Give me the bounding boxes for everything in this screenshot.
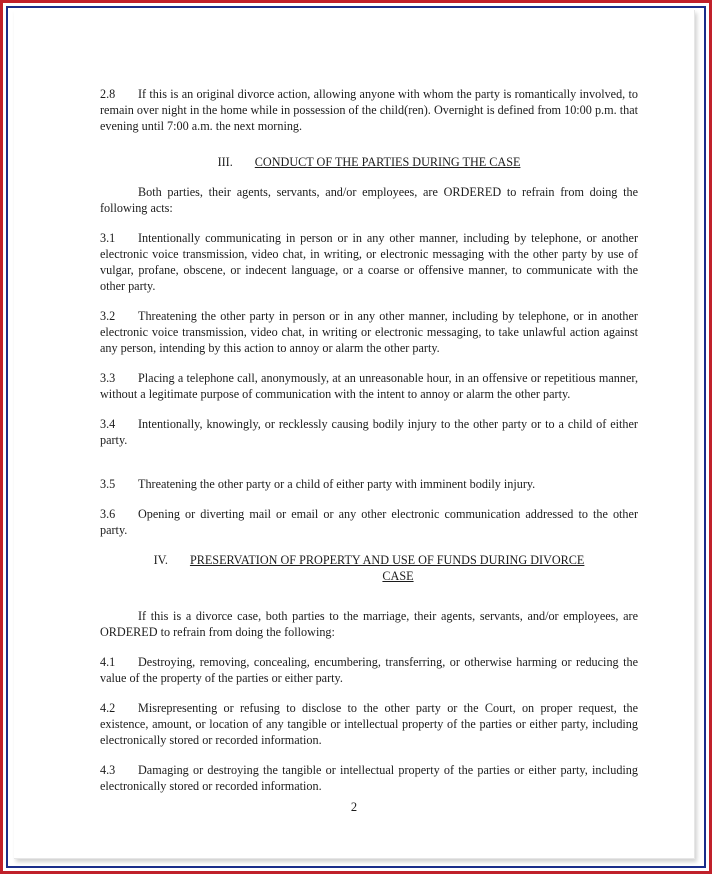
paragraph-number: 3.2 xyxy=(100,309,116,323)
section-title: CONDUCT OF THE PARTIES DURING THE CASE xyxy=(254,155,521,169)
paragraph-text: Intentionally communicating in person or in any other manner, including by telephone, or another electronic voice transmission, video chat, in writing, or electronic messaging with the other party by use of vulgar, profane, obscene, or indecent language, or a coarse or offensive manner, to communicate with the other party. xyxy=(100,231,638,293)
paragraph-2-8 xyxy=(100,86,638,134)
paragraph-text: Threatening the other party or a child of either party with imminent bodily injury. xyxy=(138,477,536,491)
paragraph-4-3 xyxy=(100,762,638,794)
paragraph-text: Opening or diverting mail or email or any other electronic communication addressed to the other party. xyxy=(100,507,638,537)
paragraph-3-3 xyxy=(100,370,638,402)
paragraph-number: 3.5 xyxy=(100,477,116,491)
section-title-line-2: CASE xyxy=(382,569,414,583)
section-heading-iii xyxy=(100,154,638,170)
paragraph-text: Destroying, removing, concealing, encumbering, transferring, or otherwise harming or reducing the value of the property of the parties or either party. xyxy=(100,655,638,685)
section-numeral: IV. xyxy=(153,553,168,567)
section-numeral: III. xyxy=(217,155,233,169)
paragraph-3-5 xyxy=(100,476,638,492)
document-body xyxy=(100,86,638,794)
paragraph-4-1 xyxy=(100,654,638,686)
section-iv-intro: If this is a divorce case, both parties to the marriage, their agents, servants, and/or employees, are ORDERED to refrain from doing the following: xyxy=(100,609,638,639)
section-iii-intro: Both parties, their agents, servants, and/or employees, are ORDERED to refrain from doing the following acts: xyxy=(100,185,638,215)
paragraph-text: If this is an original divorce action, allowing anyone with whom the party is romantically involved, to remain over night in the home while in possession of the child(ren). Overnight is defined from 10:00 p.m. that evening until 7:00 a.m. the next morning. xyxy=(100,87,638,133)
paragraph-number: 4.1 xyxy=(100,655,116,669)
paragraph-number: 2.8 xyxy=(100,87,116,101)
paragraph-3-4 xyxy=(100,416,638,448)
paragraph-text: Damaging or destroying the tangible or intellectual property of the parties or either party, including electronically stored or recorded information. xyxy=(100,763,638,793)
paragraph-number: 3.6 xyxy=(100,507,116,521)
paragraph-number: 3.1 xyxy=(100,231,116,245)
section-heading-iv xyxy=(100,552,638,584)
paragraph-number: 4.2 xyxy=(100,701,116,715)
document-page xyxy=(14,10,695,859)
paragraph-3-2 xyxy=(100,308,638,356)
paragraph-4-2 xyxy=(100,700,638,748)
paragraph-text: Placing a telephone call, anonymously, at an unreasonable hour, in an offensive or repetitious manner, without a legitimate purpose of communication with the intent to annoy or alarm the other party. xyxy=(100,371,638,401)
paragraph-number: 3.4 xyxy=(100,417,116,431)
paragraph-text: Misrepresenting or refusing to disclose to the other party or the Court, on proper request, the existence, amount, or location of any tangible or intellectual property of the parties or either party, including electronically stored or recorded information. xyxy=(100,701,638,747)
paragraph-3-6 xyxy=(100,506,638,538)
paragraph-number: 3.3 xyxy=(100,371,116,385)
paragraph-text: Intentionally, knowingly, or recklessly causing bodily injury to the other party or to a child of either party. xyxy=(100,417,638,447)
paragraph-3-1 xyxy=(100,230,638,294)
paragraph-number: 4.3 xyxy=(100,763,116,777)
paragraph-text: Threatening the other party in person or in any other manner, including by telephone, or in another electronic voice transmission, video chat, in writing or electronic messaging, to take unlawful action against any person, intending by this action to annoy or alarm the other party. xyxy=(100,309,638,355)
section-title-line-1: PRESERVATION OF PROPERTY AND USE OF FUNDS DURING DIVORCE xyxy=(189,553,585,567)
page-number: 2 xyxy=(350,800,358,814)
